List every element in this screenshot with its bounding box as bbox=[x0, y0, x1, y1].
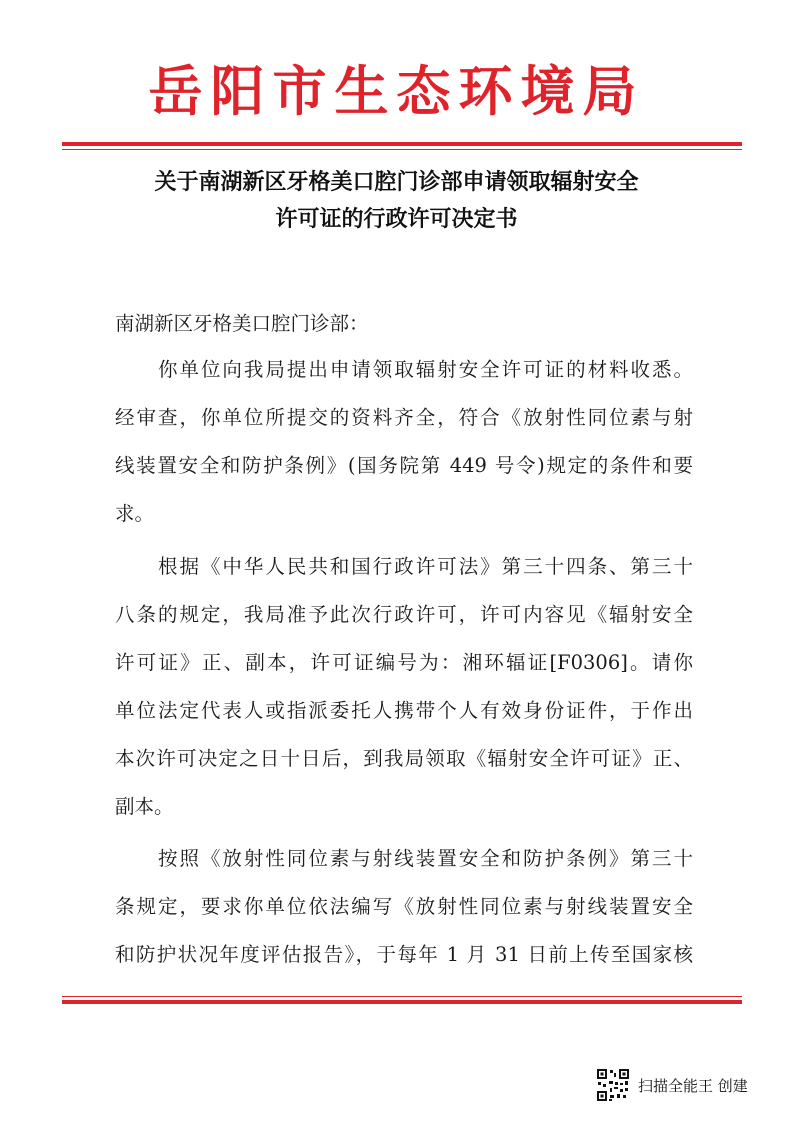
body-line: 条规定，要求你单位依法编写《放射性同位素与射线装置安全 bbox=[115, 895, 693, 918]
letterhead-title: 岳阳市生态环境局 bbox=[148, 59, 645, 123]
qr-code-icon bbox=[596, 1068, 630, 1102]
footer-rule-thick bbox=[62, 1000, 742, 1004]
body-line: 副本。 bbox=[115, 795, 174, 818]
scanner-watermark bbox=[596, 1068, 748, 1102]
body-line: 求。 bbox=[115, 502, 155, 525]
body-line: 本次许可决定之日十日后，到我局领取《辐射安全许可证》正、 bbox=[115, 747, 693, 770]
letterhead-rule-thick bbox=[62, 142, 742, 146]
body-line: 单位法定代表人或指派委托人携带个人有效身份证件，于作出 bbox=[115, 699, 693, 722]
body-line: 八条的规定，我局准予此次行政许可，许可内容见《辐射安全 bbox=[115, 603, 693, 626]
body-line: 线装置安全和防护条例》(国务院第 449 号令)规定的条件和要 bbox=[115, 454, 693, 477]
body-line: 按照《放射性同位素与射线装置安全和防护条例》第三十 bbox=[158, 847, 693, 870]
letterhead-rule-thin bbox=[62, 149, 742, 150]
salutation: 南湖新区牙格美口腔门诊部： bbox=[115, 312, 369, 335]
document-title-line-2: 许可证的行政许可决定书 bbox=[275, 207, 518, 232]
footer-rule-thin bbox=[62, 996, 742, 997]
document-title-line-1: 关于南湖新区牙格美口腔门诊部申请领取辐射安全 bbox=[154, 170, 639, 195]
body-line: 根据《中华人民共和国行政许可法》第三十四条、第三十 bbox=[158, 555, 693, 578]
scanner-label: 扫描全能王 创建 bbox=[638, 1076, 748, 1095]
body-line: 许可证》正、副本，许可证编号为：湘环辐证[F0306]。请你 bbox=[115, 651, 693, 674]
body-line: 和防护状况年度评估报告》，于每年 1 月 31 日前上传至国家核 bbox=[115, 943, 693, 966]
body-line: 你单位向我局提出申请领取辐射安全许可证的材料收悉。 bbox=[158, 358, 693, 381]
body-line: 经审查，你单位所提交的资料齐全，符合《放射性同位素与射 bbox=[115, 406, 693, 429]
